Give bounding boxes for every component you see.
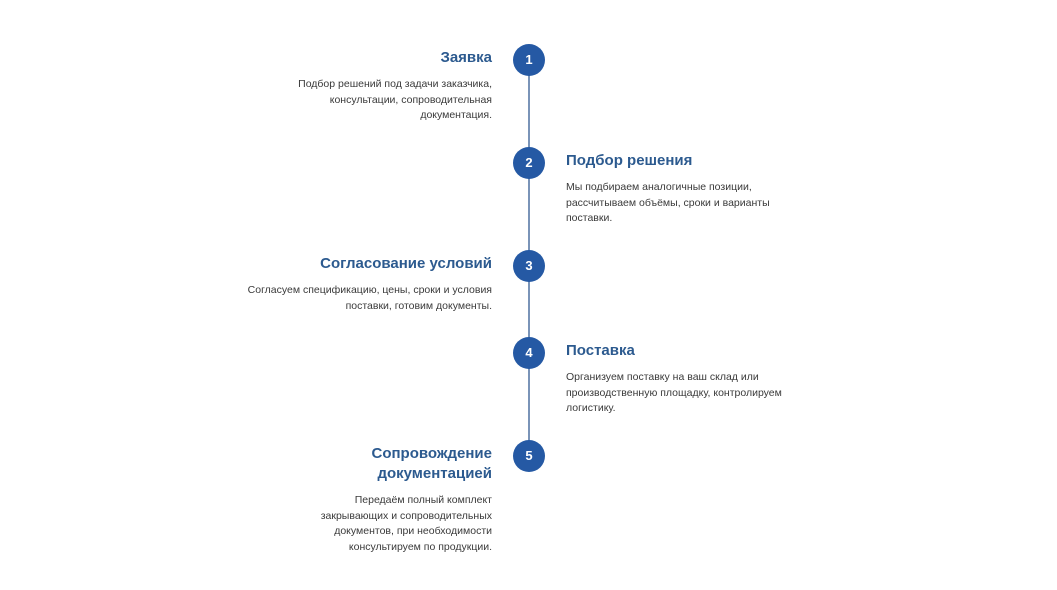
step-title: Заявка [440, 49, 492, 66]
step-description: Мы подбираем аналогичные позиции, рассчитываем объёмы, сроки и варианты поставки. [566, 181, 770, 224]
step-content [566, 337, 791, 417]
step-number-badge: 2 [513, 147, 545, 179]
step-title: Подбор решения [566, 152, 693, 169]
step-description: Организуем поставку на ваш склад или производственную площадку, контролируем логистику. [566, 371, 782, 414]
step-number-badge: 4 [513, 337, 545, 369]
step-description: Согласуем спецификацию, цены, сроки и условия поставки, готовим документы. [247, 284, 492, 312]
step-title: Сопровождение документацией [371, 445, 492, 482]
step-number-badge: 5 [513, 440, 545, 472]
step-content [262, 44, 492, 124]
step-content [566, 147, 791, 227]
step-title: Поставка [566, 342, 635, 359]
step-description: Передаём полный комплект закрывающих и сопроводительных документов, при необходимости консультируем по продукции. [320, 494, 492, 553]
step-content [292, 440, 492, 555]
step-description: Подбор решений под задачи заказчика, консультации, сопроводительная документация. [298, 78, 492, 121]
step-number-badge: 3 [513, 250, 545, 282]
step-title: Согласование условий [320, 255, 492, 272]
step-content [242, 250, 492, 314]
step-number-badge: 1 [513, 44, 545, 76]
